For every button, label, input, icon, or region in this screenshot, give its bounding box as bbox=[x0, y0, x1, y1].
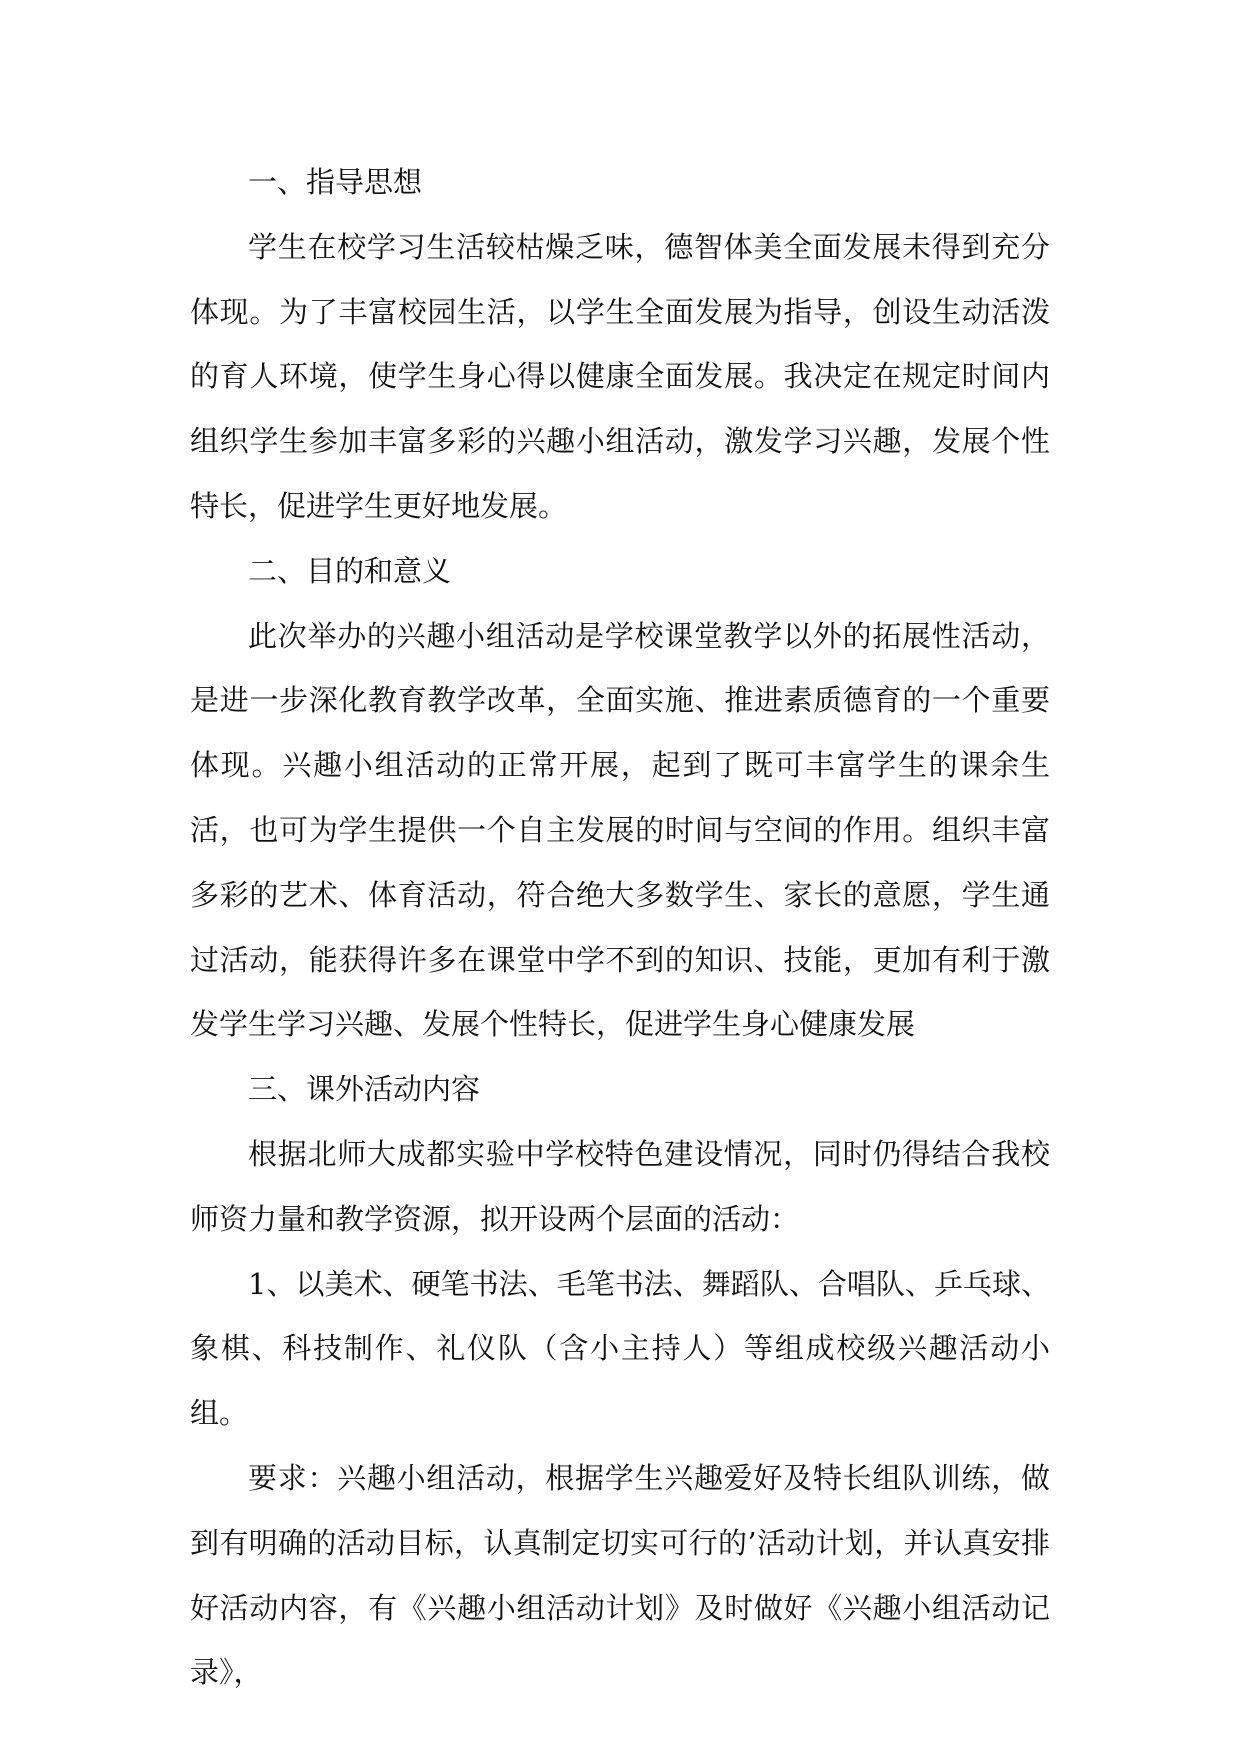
paragraph: 学生在校学习生活较枯燥乏味，德智体美全面发展未得到充分体现。为了丰富校园生活，以学生全面发展为指导，创设生动活泼的育人环境，使学生身心得以健康全面发展。我决定在规定时间内组织学生参加丰富多彩的兴趣小组活动，激发学习兴趣，发展个性特长，促进学生更好地发展。 bbox=[190, 229, 1050, 523]
section-heading: 一、指导思想 bbox=[248, 165, 423, 199]
section-activity-content bbox=[190, 1057, 1050, 1705]
section-heading: 二、目的和意义 bbox=[248, 553, 452, 588]
section-purpose-significance bbox=[190, 539, 1050, 1057]
section-heading: 三、课外活动内容 bbox=[248, 1072, 481, 1107]
paragraph: 要求：兴趣小组活动，根据学生兴趣爱好及特长组队训练，做到有明确的活动目标，认真制定切实可行的’活动计划，并认真安排好活动内容，有《兴趣小组活动计划》及时做好《兴趣小组活动记录》， bbox=[190, 1460, 1050, 1690]
section-guiding-ideology bbox=[190, 150, 1050, 539]
paragraph: 此次举办的兴趣小组活动是学校课堂教学以外的拓展性活动，是进一步深化教育教学改革，全面实施、推进素质德育的一个重要体现。兴趣小组活动的正常开展，起到了既可丰富学生的课余生活，也可为学生提供一个自主发展的时间与空间的作用。组织丰富多彩的艺术、体育活动，符合绝大多数学生、家长的意愿，学生通过活动，能获得许多在课堂中学不到的知识、技能，更加有利于激发学生学习兴趣、发展个性特长，促进学生身心健康发展 bbox=[190, 618, 1050, 1042]
paragraph: 1、以美术、硬笔书法、毛笔书法、舞蹈队、合唱队、乒乓球、象棋、科技制作、礼仪队（含小主持人）等组成校级兴趣活动小组。 bbox=[190, 1266, 1050, 1431]
paragraph: 根据北师大成都实验中学校特色建设情况，同时仍得结合我校师资力量和教学资源，拟开设两个层面的活动： bbox=[190, 1136, 1050, 1236]
document-body bbox=[190, 150, 1050, 1705]
